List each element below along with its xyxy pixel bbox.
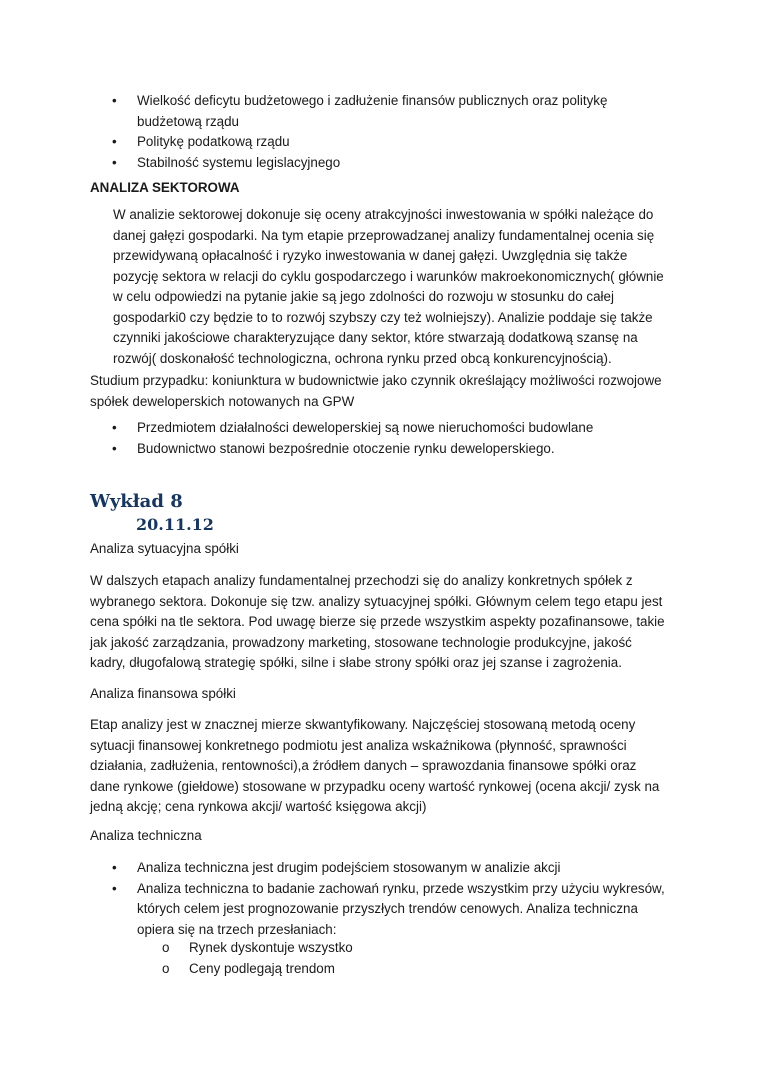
section-heading-sektor: ANALIZA SEKTOROWA xyxy=(90,180,240,195)
lecture-title: Wykład 8 xyxy=(90,491,183,512)
circle-bullet-icon: o xyxy=(162,960,170,976)
list-item: o Ceny podlegają trendom xyxy=(162,959,668,980)
case-study-paragraph: Studium przypadku: koniunktura w budownictwie jako czynnik określający możliwości rozwojowe spółek deweloperskich notowanych na GPW xyxy=(90,373,662,409)
circle-bullet-icon: o xyxy=(162,940,170,955)
list-item: • Wielkość deficytu budżetowego i zadłużenie finansów publicznych oraz politykę budżetową rządu xyxy=(112,93,608,129)
techniczna-bullet-list xyxy=(90,858,668,940)
bullet-icon: • xyxy=(112,860,117,875)
bullet-icon: • xyxy=(112,93,117,108)
list-item: • Analiza techniczna jest drugim podejściem stosowanym w analizie akcji xyxy=(90,858,668,879)
sektor-paragraph: W analizie sektorowej dokonuje się oceny atrakcyjności inwestowania w spółki należące do danej gałęzi gospodarki. Na tym etapie przeprowadzanej analizy fundamentalnej ocenia się przewidywaną opłacalność i ryzyko inwestowania w danej gałęzi. Uwzględnia się także pozycję sektora w relacji do cyklu gospodarczego i warunków makroekonomicznych( głównie w celu odpowiedzi na pytanie jakie są jego zdolności do rozwoju w stosunku do całej gospodarki0 czy będzie to to rozwój szybszy czy też wolniejszy). Analizie poddaje się także czynniki jakościowe charakteryzujące dany sektor, które stwarzają dodatkową szansę na rozwój( doskonałość technologiczna, ochrona rynku przed obcą konkurencyjnością). xyxy=(113,207,664,366)
lecture-date: 20.11.12 xyxy=(136,515,214,534)
list-item: • Stabilność systemu legislacyjnego xyxy=(90,153,668,174)
list-item: • Analiza techniczna to badanie zachowań rynku, przede wszystkim przy użyciu wykresów, których celem jest prognozowanie przyszłych trendów cenowych. Analiza techniczna opiera się na trzech przesłaniach: xyxy=(112,880,665,937)
para-sytuacyjna: W dalszych etapach analizy fundamentalnej przechodzi się do analizy konkretnych spółek z wybranego sektora. Dokonuje się tzw. analizy sytuacyjnej spółki. Głównym celem tego etapu jest cena spółki na tle sektora. Pod uwagę bierze się przede wszystkim aspekty pozafinansowe, takie jak jakość zarządzania, prowadzony marketing, stosowane technologie produkcyjne, jakość kadry, długofalową strategię spółki, silne i słabe strony spółki oraz jej szanse i zagrożenia. xyxy=(90,573,665,670)
para-finansowa: Etap analizy jest w znacznej mierze skwantyfikowany. Najczęściej stosowaną metodą oceny sytuacji finansowej konkretnego podmiotu jest analiza wskaźnikowa (płynność, sprawności działania, zadłużenia, rentowności),a źródłem danych – sprawozdania finansowe spółki oraz dane rynkowe (giełdowe) stosowane w przypadku oceny wartość rynkowej (ocena akcji/ zysk na jedną akcję; cena rynkowa akcji/ wartość księgowa akcji) xyxy=(90,717,660,814)
bullet-icon: • xyxy=(112,420,117,435)
bullet-icon: • xyxy=(112,880,117,896)
bullet-icon: • xyxy=(112,134,117,149)
subtitle-techniczna: Analiza techniczna xyxy=(90,828,202,843)
bullet-icon: • xyxy=(112,440,117,456)
list-item: • Budownictwo stanowi bezpośrednie otoczenie rynku deweloperskiego. xyxy=(90,439,668,460)
subtitle-sytuacyjna: Analiza sytuacyjna spółki xyxy=(90,541,239,556)
sektor-bullet-list xyxy=(90,418,668,459)
techniczna-sub-list xyxy=(162,938,668,979)
list-item: o Rynek dyskontuje wszystko xyxy=(162,938,668,959)
subtitle-finansowa: Analiza finansowa spółki xyxy=(90,686,236,701)
list-item: • Politykę podatkową rządu xyxy=(90,132,668,153)
bullet-icon: • xyxy=(112,154,117,170)
top-bullet-list xyxy=(90,91,668,173)
list-item: • Przedmiotem działalności deweloperskiej są nowe nieruchomości budowlane xyxy=(90,418,668,439)
